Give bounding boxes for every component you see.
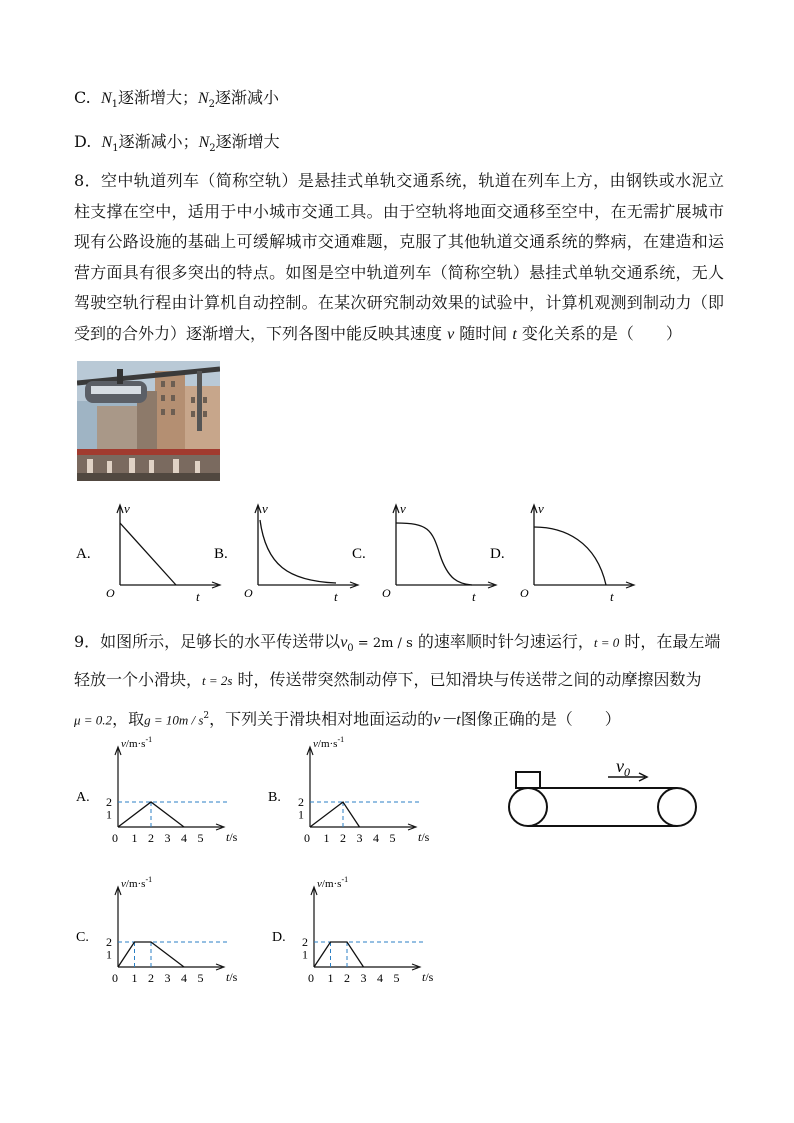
option-label: B. [214,546,228,562]
option-label: D. [490,546,505,562]
y-axis-label: $v/m\cdot s^{-1}$ [313,735,345,750]
x-tick-label: 3 [360,971,367,985]
y-axis-label: v [124,501,130,516]
monorail-photo [77,361,220,481]
y-tick-label: 2 [302,935,308,949]
x-axis-label: t/s [422,970,434,984]
q8-graph-a [76,501,220,604]
x-tick-label: 5 [197,971,204,985]
y-axis-label: $v/m\cdot s^{-1}$ [121,735,153,750]
origin-label: O [244,586,253,600]
q8-graph-c [352,501,496,604]
y-axis-label: $v/m\cdot s^{-1}$ [317,875,349,890]
q9-graph-a [76,735,238,845]
y-tick-label: 2 [106,935,112,949]
origin-label: O [382,586,391,600]
y-tick-label: 1 [302,947,308,962]
x-tick-label: 5 [393,971,400,985]
y-tick-label: 2 [298,795,304,809]
x-tick-label: 1 [327,971,334,985]
x-axis-label: t/s [418,830,430,844]
y-tick-label: 1 [106,947,112,962]
x-tick-label: 0 [308,971,314,985]
velocity-curve [396,523,472,585]
q9-graph-c [76,875,238,985]
y-axis-label: v [400,501,406,516]
q9-graph-b [268,735,430,845]
x-tick-label: 1 [323,831,330,845]
q7-option-d: D. $N_1$逐渐减小；$N_2$逐渐增大 [74,132,280,155]
x-tick-label: 1 [131,971,138,985]
option-label: D. [272,930,286,945]
option-label: A. [76,790,90,805]
y-tick-label: 1 [298,807,304,822]
x-tick-label: 0 [112,971,118,985]
option-label: A. [76,546,91,562]
x-axis-label: t/s [226,970,238,984]
x-tick-label: 4 [181,831,187,845]
origin-label: O [520,586,529,600]
x-axis-label: t [334,589,338,604]
velocity-curve [120,523,176,585]
origin-label: O [106,586,115,600]
q9-line-3: μ = 0.2，取$g = 10m / s^2$，下列关于滑块相对地面运动的v－t图像正确的是（ ） [74,709,621,729]
x-tick-label: 0 [112,831,118,845]
x-axis-label: t [196,589,200,604]
x-tick-label: 0 [304,831,310,845]
q9-graph-d [272,875,434,985]
right-pulley [658,788,696,826]
q8-graph-options [0,495,794,610]
conveyor-belt-diagram [500,750,710,835]
y-axis-label: v [538,501,544,516]
x-tick-label: 2 [148,971,154,985]
x-tick-label: 4 [377,971,383,985]
q8-question-text: 8．空中轨道列车（简称空轨）是悬挂式单轨交通系统，轨道在列车上方，由钢铁或水泥立柱支撑在空中，适用于中小城市交通工具。由于空轨将地面交通移至空中，在无需扩展城市现有公路设施的基础上可缓解城市交通难题，克服了其他轨道交通系统的弊病，在建造和运营方面具有很多突出的特点。如图是空中轨道列车（简称空轨）悬挂式单轨交通系统，无人驾驶空轨行程由计算机自动控制。在某次研究制动效果的试验中，计算机观测到制动力（即受到的合外力）逐渐增大，下列各图中能反映其速度 v 随时间 t 变化关系的是（ ） [74,171,724,343]
q9-line-1: 9．如图所示，足够长的水平传送带以$v_0 = 2m / s$ 的速率顺时针匀速运行，t = 0 时，在最左端 [74,632,721,655]
y-tick-label: 1 [106,807,112,822]
velocity-curve [260,520,336,583]
x-tick-label: 2 [340,831,346,845]
velocity-curve [534,527,606,585]
x-axis-label: t [472,589,476,604]
option-label: C. [76,930,89,945]
x-tick-label: 1 [131,831,138,845]
q7-option-c: C. $N_1$逐渐增大；$N_2$逐渐减小 [74,88,280,111]
x-tick-label: 3 [164,831,171,845]
x-tick-label: 5 [389,831,396,845]
y-axis-label: $v/m\cdot s^{-1}$ [121,875,153,890]
x-tick-label: 2 [344,971,350,985]
x-tick-label: 4 [373,831,379,845]
x-axis-label: t [610,589,614,604]
velocity-line [310,802,360,827]
q8-graph-d [490,501,634,604]
y-axis-label: v [262,501,268,516]
y-tick-label: 2 [106,795,112,809]
q9-line-2: 轻放一个小滑块，t = 2s 时，传送带突然制动停下，已知滑块与传送带之间的动摩擦因数为 [74,670,702,689]
slider-block [516,772,540,788]
x-tick-label: 2 [148,831,154,845]
option-label: C. [352,546,366,562]
x-tick-label: 3 [356,831,363,845]
left-pulley [509,788,547,826]
x-tick-label: 5 [197,831,204,845]
option-label: B. [268,790,281,805]
x-tick-label: 4 [181,971,187,985]
belt-velocity-label: $v_0$ [616,756,630,779]
x-tick-label: 3 [164,971,171,985]
x-axis-label: t/s [226,830,238,844]
velocity-line [314,942,364,967]
q8-graph-b [214,501,358,604]
